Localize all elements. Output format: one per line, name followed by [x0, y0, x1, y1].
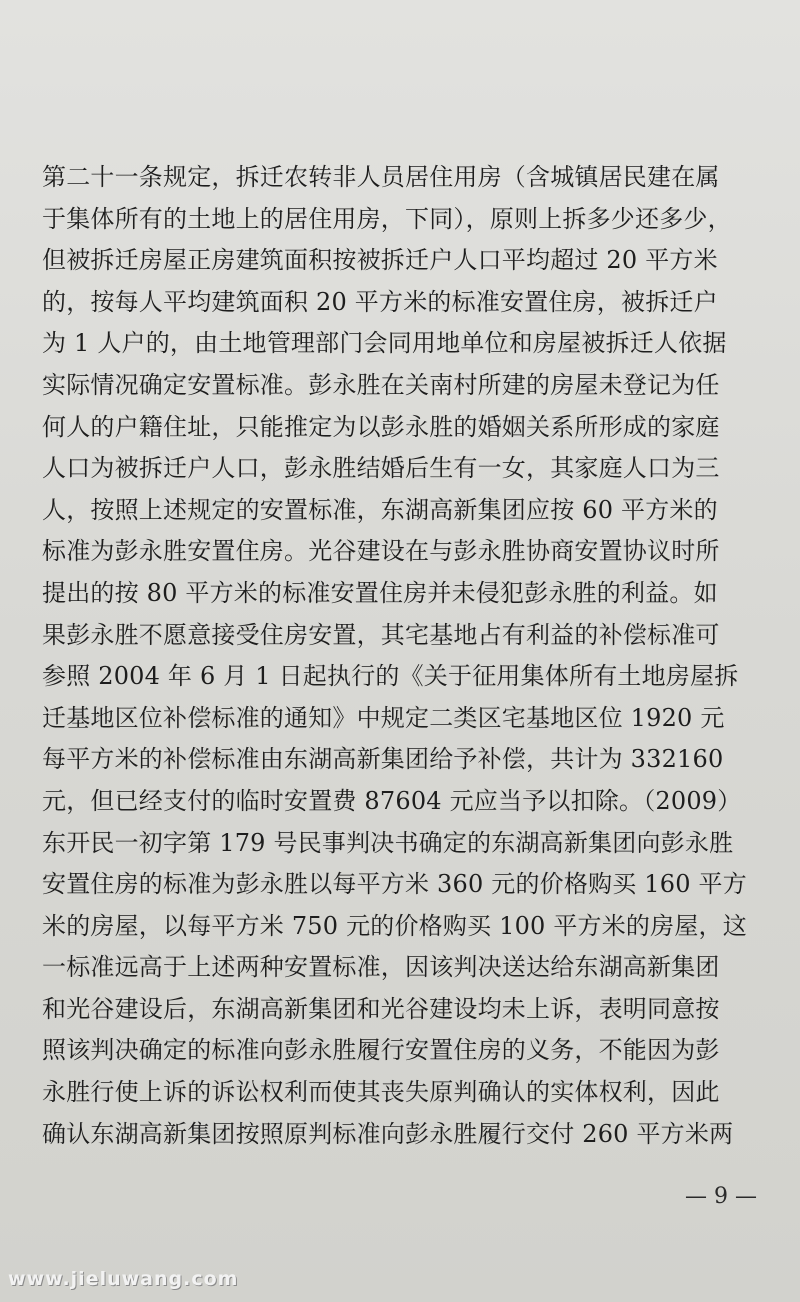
text-line: 人口为被拆迁户人口，彭永胜结婚后生有一女，其家庭人口为三	[42, 454, 720, 483]
text-line: 参照 2004 年 6 月 1 日起执行的《关于征用集体所有土地房屋拆	[42, 662, 739, 691]
text-line: 每平方米的补偿标准由东湖高新集团给予补偿，共计为 332160	[42, 745, 724, 774]
text-line: 实际情况确定安置标准。彭永胜在关南村所建的房屋未登记为任	[42, 370, 720, 399]
text-line: 米的房屋，以每平方米 750 元的价格购买 100 平方米的房屋，这	[42, 911, 747, 940]
text-line: 但被拆迁房屋正房建筑面积按被拆迁户人口平均超过 20 平方米	[42, 246, 718, 275]
text-line: 何人的户籍住址，只能推定为以彭永胜的婚姻关系所形成的家庭	[42, 412, 720, 441]
text-line: 提出的按 80 平方米的标准安置住房并未侵犯彭永胜的利益。如	[42, 578, 718, 607]
text-line: 为 1 人户的，由土地管理部门会同用地单位和房屋被拆迁人依据	[42, 329, 727, 358]
text-line: 的，按每人平均建筑面积 20 平方米的标准安置住房，被拆迁户	[42, 287, 718, 316]
text-line: 第二十一条规定，拆迁农转非人员居住用房（含城镇居民建在属	[42, 163, 720, 191]
body-text	[42, 157, 772, 1155]
text-line: 果彭永胜不愿意接受住房安置，其宅基地占有利益的补偿标准可	[42, 620, 720, 649]
watermark: www.jieluwang.com	[8, 1268, 239, 1290]
text-line: 安置住房的标准为彭永胜以每平方米 360 元的价格购买 160 平方	[42, 870, 747, 899]
text-line: 照该判决确定的标准向彭永胜履行安置住房的义务，不能因为彭	[42, 1036, 720, 1065]
text-line: 于集体所有的土地上的居住用房，下同），原则上拆多少还多少，	[42, 204, 732, 233]
text-line: 确认东湖高新集团按照原判标准向彭永胜履行交付 260 平方米两	[42, 1119, 734, 1148]
text-line: 人，按照上述规定的安置标准，东湖高新集团应按 60 平方米的	[42, 495, 718, 524]
text-line: 永胜行使上诉的诉讼权利而使其丧失原判确认的实体权利，因此	[42, 1078, 720, 1107]
text-line: 一标准远高于上述两种安置标准，因该判决送达给东湖高新集团	[42, 953, 720, 982]
text-line: 和光谷建设后，东湖高新集团和光谷建设均未上诉，表明同意按	[42, 994, 720, 1023]
text-line: 迁基地区位补偿标准的通知》中规定二类区宅基地区位 1920 元	[42, 703, 725, 732]
text-line: 元，但已经支付的临时安置费 87604 元应当予以扣除。（2009）	[42, 786, 742, 815]
page-number: — 9 —	[685, 1184, 757, 1209]
text-line: 东开民一初字第 179 号民事判决书确定的东湖高新集团向彭永胜	[42, 828, 734, 857]
text-line: 标准为彭永胜安置住房。光谷建设在与彭永胜协商安置协议时所	[42, 537, 720, 566]
